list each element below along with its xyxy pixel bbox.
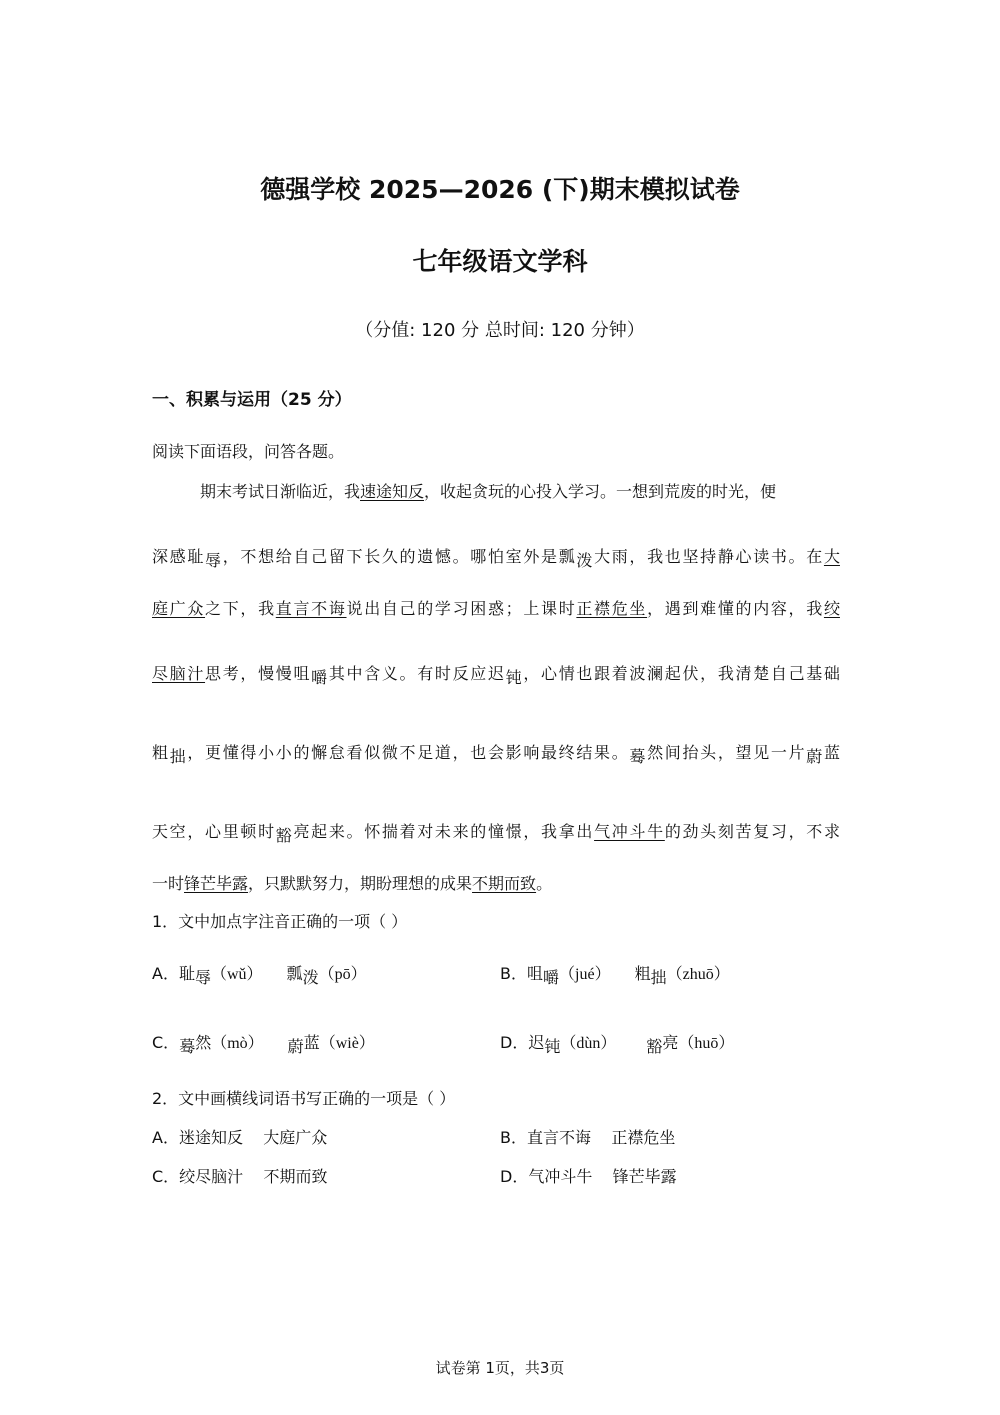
dotted-char: 蔚 xyxy=(287,1037,304,1056)
dotted-char: 泼 xyxy=(302,968,319,987)
text: 深感耻 xyxy=(152,547,206,566)
pinyin: （dùn） xyxy=(560,1035,617,1052)
q2-option-c[interactable]: C．绞尽脑汁 不期而致 xyxy=(152,1167,328,1186)
text: 迟 xyxy=(528,1033,545,1052)
exam-meta: （分值: 120 分 总时间: 120 分钟） xyxy=(355,320,645,341)
text: ，遇到难懂的内容，我 xyxy=(647,599,824,618)
dotted-char: 泼 xyxy=(576,551,595,570)
pinyin: （pō） xyxy=(318,966,367,983)
passage-line-1 xyxy=(200,479,776,502)
text: 。 xyxy=(536,874,553,893)
subject-title: 七年级语文学科 xyxy=(412,247,588,276)
dotted-char: 辱 xyxy=(194,968,211,987)
text: ，更懂得小小的懈怠看似微不足道，也会影响最终结果。 xyxy=(187,743,630,762)
q2-option-b[interactable]: B．直言不诲 正襟危坐 xyxy=(500,1128,676,1147)
text: 然间抬头，望见一片 xyxy=(647,743,807,762)
text: 然 xyxy=(195,1033,212,1052)
dotted-char: 钝 xyxy=(544,1037,561,1056)
underlined-word: 不期而致 xyxy=(472,874,537,893)
option-label: D． xyxy=(500,1033,529,1052)
question-2-stem: 2．文中画横线词语书写正确的一项是（ ） xyxy=(152,1089,456,1108)
dotted-char: 豁 xyxy=(646,1037,663,1056)
underlined-word: 庭广众 xyxy=(152,599,206,618)
underlined-word: 大 xyxy=(823,547,840,566)
text: ，不想给自己留下长久的遗憾。哪怕室外是瓢 xyxy=(222,547,577,566)
text: ，收起贪玩的心投入学习。一想到荒废的时光，便 xyxy=(424,482,777,501)
passage-line-2 xyxy=(152,544,840,570)
dotted-char: 嚼 xyxy=(311,668,329,687)
q1-option-a[interactable] xyxy=(152,961,367,987)
text: ，只默默努力，期盼理想的成果 xyxy=(248,874,473,893)
section-heading: 一、积累与运用（25 分） xyxy=(152,390,352,410)
text: 亮 xyxy=(662,1033,679,1052)
pinyin: （wǔ） xyxy=(210,966,263,983)
text: 咀 xyxy=(526,964,543,983)
pinyin: （jué） xyxy=(559,966,611,983)
underlined-word: 直言不诲 xyxy=(275,599,347,618)
text: 期末考试日渐临近，我 xyxy=(200,482,361,501)
passage-line-3 xyxy=(152,596,840,619)
underlined-word: 绞 xyxy=(823,599,840,618)
text: 蓝 xyxy=(303,1033,320,1052)
dotted-char: 豁 xyxy=(275,826,294,845)
pinyin: （zhuō） xyxy=(666,966,730,983)
pinyin: （mò） xyxy=(211,1035,264,1052)
dotted-char: 蓦 xyxy=(179,1037,196,1056)
underlined-word: 尽脑汁 xyxy=(152,664,206,683)
text: 粗 xyxy=(634,964,651,983)
text: ，心情也跟着波澜起伏，我清楚自己基础 xyxy=(523,664,840,683)
dotted-char: 蓦 xyxy=(629,747,648,766)
text: 其中含义。有时反应迟 xyxy=(328,664,506,683)
text: 之下，我 xyxy=(205,599,276,618)
dotted-char: 蔚 xyxy=(806,747,824,766)
text: 粗 xyxy=(152,743,170,762)
dotted-char: 嚼 xyxy=(543,968,560,987)
underlined-word: 正襟危坐 xyxy=(576,599,648,618)
text: 的劲头刻苦复习，不求 xyxy=(664,822,840,841)
text: 大雨，我也坚持静心读书。在 xyxy=(594,547,824,566)
underlined-word: 气冲斗牛 xyxy=(594,822,665,841)
pinyin: （huō） xyxy=(678,1035,735,1052)
page-footer: 试卷第 1页，共3页 xyxy=(435,1359,565,1377)
pinyin: （wiè） xyxy=(319,1035,375,1052)
text: 蓝 xyxy=(823,743,840,762)
q1-option-d[interactable] xyxy=(500,1030,735,1056)
q1-option-c[interactable] xyxy=(152,1030,375,1056)
text: 天空，心里顿时 xyxy=(152,822,276,841)
q1-option-b[interactable] xyxy=(500,961,730,987)
passage-line-7 xyxy=(152,871,552,894)
passage-line-5 xyxy=(152,740,840,766)
passage-line-4 xyxy=(152,661,840,687)
dotted-char: 拙 xyxy=(650,968,667,987)
instruction: 阅读下面语段，问答各题。 xyxy=(152,442,345,461)
underlined-word: 速途知反 xyxy=(360,482,425,501)
option-label: B． xyxy=(500,964,527,983)
exam-title: 德强学校 2025—2026 (下)期末模拟试卷 xyxy=(260,175,740,204)
q2-option-a[interactable]: A．迷途知反 大庭广众 xyxy=(152,1128,328,1147)
text: 亮起来。怀揣着对未来的憧憬，我拿出 xyxy=(293,822,595,841)
underlined-word: 锋芒毕露 xyxy=(184,874,249,893)
dotted-char: 钝 xyxy=(505,668,524,687)
text: 耻 xyxy=(178,964,195,983)
dotted-char: 辱 xyxy=(205,551,223,570)
option-label: C． xyxy=(152,1033,180,1052)
text: 思考，慢慢咀 xyxy=(205,664,312,683)
passage-line-6 xyxy=(152,819,840,845)
text: 一时 xyxy=(152,874,185,893)
question-1-stem: 1．文中加点字注音正确的一项（ ） xyxy=(152,912,408,931)
text: 说出自己的学习困惑；上课时 xyxy=(346,599,577,618)
option-label: A． xyxy=(152,964,179,983)
dotted-char: 拙 xyxy=(169,747,188,766)
text: 瓢 xyxy=(286,964,303,983)
q2-option-d[interactable]: D．气冲斗牛 锋芒毕露 xyxy=(500,1167,677,1186)
